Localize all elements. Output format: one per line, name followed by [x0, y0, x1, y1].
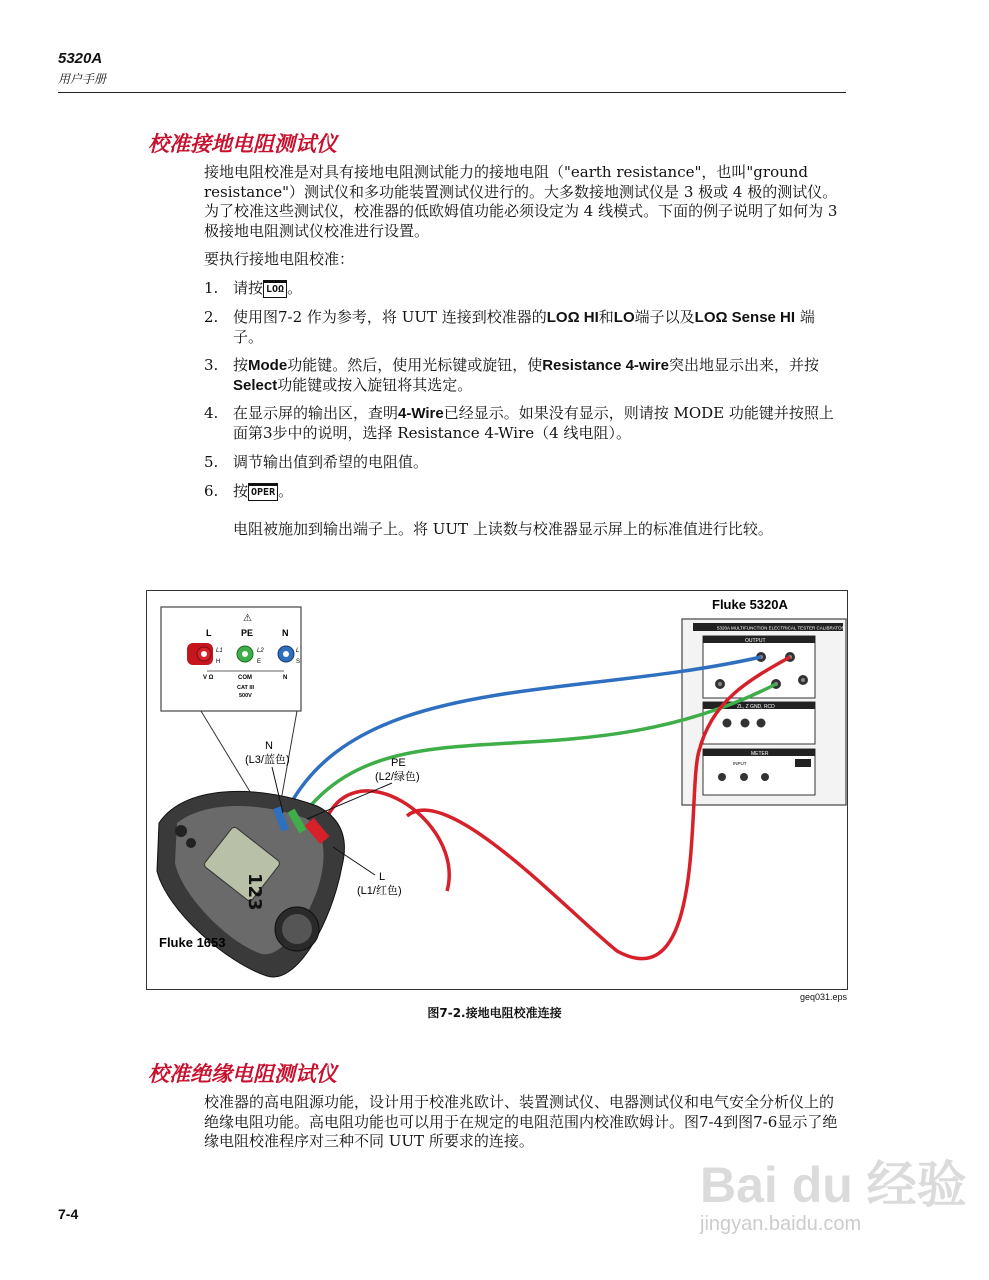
input-label: INPUT	[733, 761, 747, 766]
step-text: 调节输出值到希望的电阻值。	[233, 453, 429, 471]
step-number: 2.	[204, 308, 219, 326]
tester-fluke-1653	[157, 791, 344, 977]
terminal-lo: LO	[613, 309, 635, 326]
terminal-inset	[161, 607, 301, 823]
header-rule	[58, 92, 846, 93]
step-number: 4.	[204, 404, 219, 422]
svg-text:E: E	[257, 659, 262, 665]
svg-text:500V: 500V	[239, 693, 252, 699]
insulation-paragraph: 校准器的高电阻源功能，设计用于校准兆欧计、装置测试仪、电器测试仪和电气安全分析仪上的绝缘电阻功能。高电阻功能也可以用于在规定的电阻范围内校准欧姆计。图7-4到图7-6显示了绝缘电阻校准程序对三种不同 UUT 所要求的连接。	[204, 1093, 838, 1150]
manual-subtitle: 用户手册	[58, 72, 107, 86]
lead-l-label: L	[379, 871, 386, 883]
lead-pe-color: (L2/绿色)	[375, 771, 420, 783]
calibrator-banner: 5320A MULTIFUNCTION ELECTRICAL TESTER CALIBRATOR	[717, 625, 845, 631]
baidu-watermark-url: jingyan.baidu.com	[700, 1213, 862, 1235]
svg-text:COM: COM	[238, 675, 252, 681]
step-5	[204, 453, 844, 473]
calibrator-5320a	[682, 597, 846, 805]
section-title-insulation-resistance: 校准绝缘电阻测试仪	[148, 1062, 337, 1086]
step-6: 6. 按 OPER 。	[204, 482, 294, 500]
step-4: 4. 在显示屏的输出区，查明4-Wire已经显示。如果没有显示，则请按 MODE 功能键并按照上面第3步中的说明，选择 Resistance 4-Wire（4 线电阻）。	[204, 404, 834, 442]
svg-text:S: S	[296, 659, 301, 665]
resistance-4-wire-option: Resistance 4-wire	[542, 357, 669, 374]
step-1	[204, 279, 844, 299]
lead-n-color: (L3/蓝色)	[245, 754, 290, 766]
oper-key-icon: OPER	[248, 483, 278, 501]
procedure-lead: 要执行接地电阻校准：	[204, 250, 355, 268]
step-number: 3.	[204, 356, 219, 374]
svg-text:L: L	[206, 628, 212, 638]
step-text: 。	[287, 279, 303, 297]
svg-text:N: N	[283, 675, 288, 681]
step-3: 3. 按Mode功能键。然后，使用光标键或旋钮，使Resistance 4-wire突出地显示出来，并按Select功能键或按入旋钮将其选定。	[204, 356, 819, 394]
svg-text:V Ω: V Ω	[203, 675, 214, 681]
terminal-lo-ohm-hi: LOΩ HI	[546, 309, 599, 326]
select-softkey: Select	[233, 376, 278, 394]
figure-caption: 图7-2.接地电阻校准连接	[427, 1006, 562, 1020]
result-paragraph: 电阻被施加到输出端子上。将 UUT 上读数与校准器显示屏上的标准值进行比较。	[233, 520, 773, 538]
lead-n-label: N	[265, 740, 273, 752]
terminal-lo-ohm-sense-hi: LOΩ Sense HI	[694, 309, 796, 326]
connection-figure	[146, 590, 848, 990]
svg-text:PE: PE	[241, 628, 254, 638]
output-label: OUTPUT	[745, 638, 766, 644]
step-2: 2. 使用图7-2 作为参考，将 UUT 连接到校准器的LOΩ HI和LO端子以及LOΩ Sense HI 端子。	[204, 308, 815, 346]
tester-label: Fluke 1653	[159, 935, 226, 950]
meter-label: METER	[751, 751, 769, 757]
svg-text:H: H	[216, 659, 221, 665]
svg-text:N: N	[282, 628, 289, 638]
lead-l-color: (L1/红色)	[357, 885, 402, 897]
calibrator-label: Fluke 5320A	[712, 597, 788, 612]
intro-paragraph: 接地电阻校准是对具有接地电阻测试能力的接地电阻（"earth resistance"，也叫"ground resistance"）测试仪和多功能装置测试仪进行的。大多数接地测试仪是 3 极或 4 极的测试仪。为了校准这些测试仪，校准器的低欧姆值功能必须设定为 4 线模式。下面的例子说明了如何为 3 极接地电阻测试仪校准进行设置。	[204, 163, 838, 240]
lead-pe-label: PE	[391, 757, 406, 769]
baidu-watermark-logo: Bai du 经验	[700, 1157, 967, 1213]
figure-file-id: geq031.eps	[800, 992, 848, 1002]
manual-model: 5320A	[58, 50, 103, 67]
svg-text:L: L	[296, 648, 300, 654]
tester-display-reading: 123	[244, 873, 265, 911]
step-number: 5.	[204, 453, 219, 471]
section-title-earth-resistance: 校准接地电阻测试仪	[148, 132, 337, 156]
step-number: 1.	[204, 279, 219, 297]
rcd-label: ZL, Z GND, RCD	[737, 704, 775, 710]
svg-text:CAT III: CAT III	[237, 685, 255, 691]
svg-text:L1: L1	[216, 648, 223, 654]
warning-icon: ⚠	[243, 613, 252, 624]
page-number: 7-4	[58, 1206, 79, 1222]
svg-text:L2: L2	[257, 648, 264, 654]
four-wire-indicator: 4-Wire	[398, 405, 444, 422]
mode-softkey: Mode	[248, 357, 288, 374]
lo-ohm-key-icon: LOΩ	[263, 280, 287, 298]
step-number: 6.	[204, 482, 219, 500]
step-text: 请按	[233, 279, 264, 297]
